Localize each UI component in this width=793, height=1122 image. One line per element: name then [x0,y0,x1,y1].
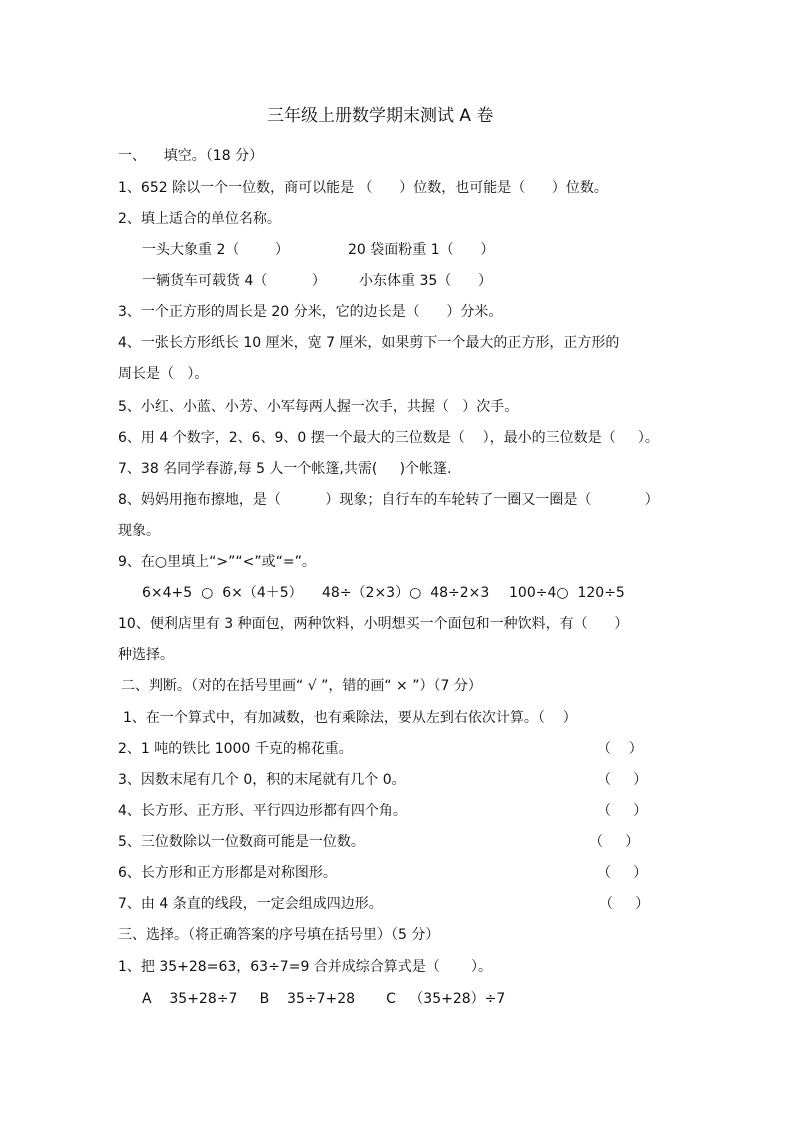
question-1-9-c: 100÷4○ 120÷5 [509,585,625,601]
question-1-2-weight: 小东体重 35（ ） [359,273,492,289]
question-1-8-line1: 8、妈妈用拖布擦地，是（ ）现象；自行车的车轮转了一圈又一圈是（ ） [118,492,659,508]
question-2-6-paren: （ ） [597,865,648,881]
question-1-7: 7、38 名同学春游,每 5 人一个帐篷,共需( )个帐篷. [118,461,452,477]
question-1-2-elephant: 一头大象重 2（ ） [142,242,289,258]
question-2-5-paren: （ ） [589,834,640,850]
question-1-4-line2: 周长是（ ）。 [118,366,209,382]
question-1-8-line2: 现象。 [118,523,160,539]
question-2-3: 3、因数末尾有几个 0，积的末尾就有几个 0。 [118,772,406,788]
question-1-3: 3、一个正方形的周长是 20 分米，它的边长是（ ）分米。 [118,304,503,320]
question-1-2-truck: 一辆货车可载货 4（ ） [142,273,326,289]
question-2-7-paren: （ ） [599,896,650,912]
exam-title: 三年级上册数学期末测试 A 卷 [267,106,494,126]
question-2-4: 4、长方形、正方形、平行四边形都有四个角。 [118,803,407,819]
question-2-3-paren: （ ） [597,772,648,788]
section-1-heading: 一、 填空。（18 分） [118,148,264,164]
question-1-4-line1: 4、一张长方形纸长 10 厘米，宽 7 厘米，如果剪下一个最大的正方形，正方形的 [118,335,620,351]
question-2-7: 7、由 4 条直的线段，一定会组成四边形。 [118,896,383,912]
question-2-6: 6、长方形和正方形都是对称图形。 [118,865,337,881]
question-2-1: 1、在一个算式中，有加减数，也有乘除法，要从左到右依次计算。（ ） [123,710,577,726]
question-1-10-line1: 10、便利店里有 3 种面包，两种饮料，小明想买一个面包和一种饮料，有（ ） [118,616,629,632]
question-2-4-paren: （ ） [597,803,648,819]
question-1-6: 6、用 4 个数字，2、6、9、0 摆一个最大的三位数是（ ），最小的三位数是（ ）。 [118,430,659,446]
question-1-2-flour: 20 袋面粉重 1（ ） [348,242,495,258]
question-2-2: 2、1 吨的铁比 1000 千克的棉花重。 [118,741,353,757]
question-2-5: 5、三位数除以一位数商可能是一位数。 [118,834,365,850]
section-2-heading: 二、判断。（对的在括号里画“ √ ”，错的画“ × ”）（7 分） [121,678,482,694]
question-1-9-a: 6×4+5 ○ 6×（4＋5） [142,585,303,601]
question-1-9-b: 48÷（2×3）○ 48÷2×3 [322,585,490,601]
question-1-9: 9、在○里填上“>”“<”或“=”。 [118,554,316,570]
question-1-5: 5、小红、小蓝、小芳、小军每两人握一次手，共握（ ）次手。 [118,399,519,415]
question-1-10-line2: 种选择。 [118,647,174,663]
question-1-2: 2、填上适合的单位名称。 [118,211,281,227]
question-3-1-options: A 35+28÷7 B 35÷7+28 C （35+28）÷7 [142,991,506,1007]
section-3-heading: 三、选择。（将正确答案的序号填在括号里）（5 分） [118,927,440,943]
question-3-1: 1、把 35+28=63，63÷7=9 合并成综合算式是（ ）。 [118,959,492,975]
question-2-2-paren: （ ） [597,741,643,757]
question-1-1: 1、652 除以一个一位数，商可以能是 （ ）位数，也可能是（ ）位数。 [118,180,608,196]
